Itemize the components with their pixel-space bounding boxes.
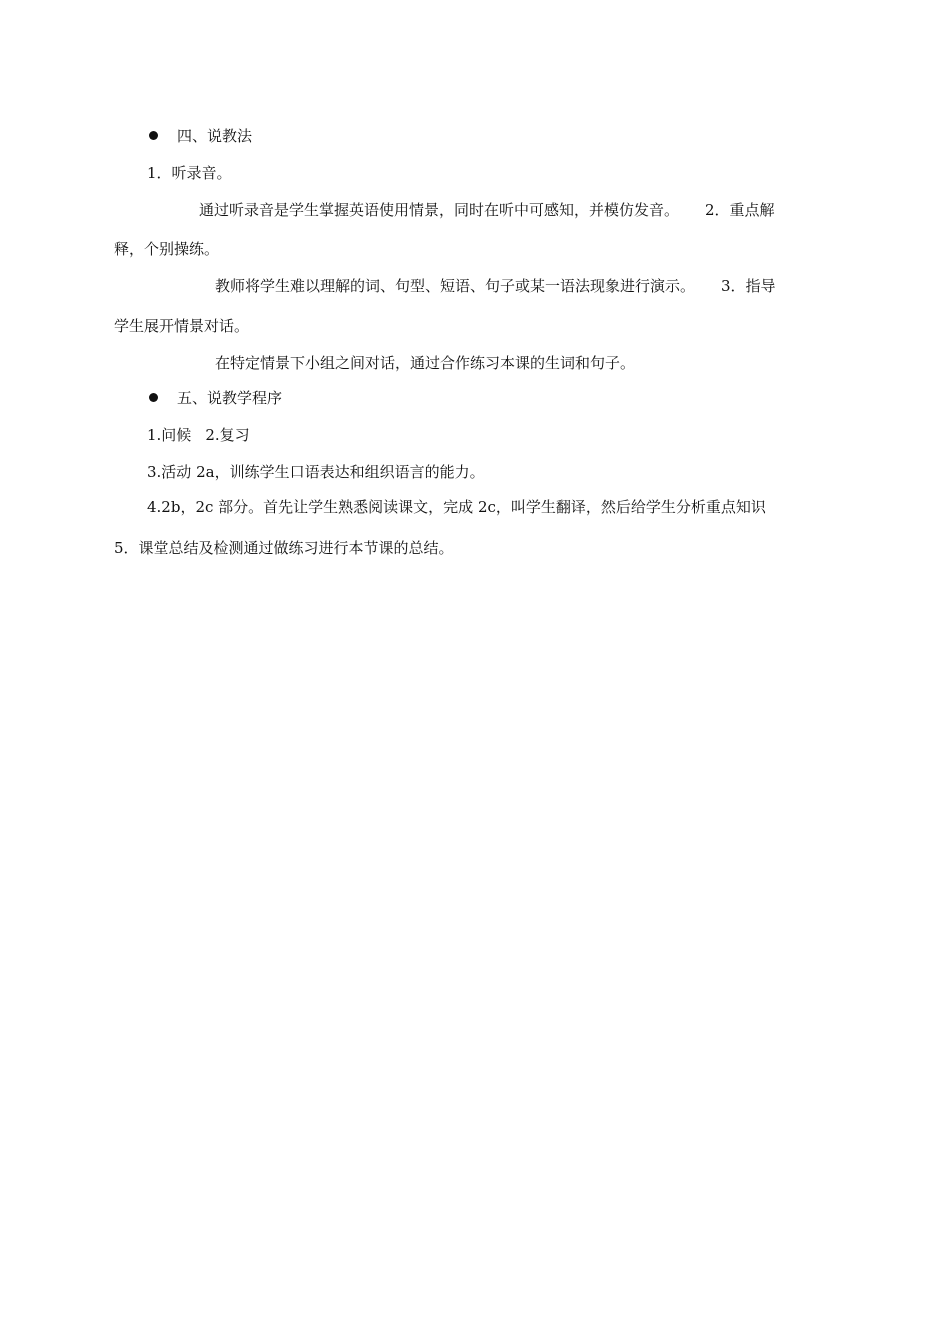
section-heading-teaching-methods: 四、说教法 bbox=[177, 127, 253, 145]
procedure-step-3: 3.活动 2a，训练学生口语表达和组织语言的能力。 bbox=[147, 463, 485, 481]
procedure-step-4: 4.2b，2c 部分。首先让学生熟悉阅读课文，完成 2c，叫学生翻译，然后给学生分析重点知识 bbox=[147, 498, 766, 516]
procedure-step-5: 5．课堂总结及检测通过做练习进行本节课的总结。 bbox=[114, 539, 454, 557]
procedure-step-1: 1.问候 bbox=[147, 426, 192, 444]
procedure-step-2: 2.复习 bbox=[205, 426, 250, 444]
method-2-body bbox=[215, 276, 776, 296]
method-2-title-start: 2．重点解 bbox=[705, 201, 775, 219]
method-1-body bbox=[199, 200, 775, 220]
method-1-text: 通过听录音是学生掌握英语使用情景，同时在听中可感知，并模仿发音。 bbox=[199, 201, 680, 219]
section-heading-teaching-procedure: 五、说教学程序 bbox=[177, 389, 283, 407]
method-3-title-end: 学生展开情景对话。 bbox=[114, 317, 250, 335]
method-3-title-start: 3．指导 bbox=[721, 277, 776, 295]
method-2-text: 教师将学生难以理解的词、句型、短语、句子或某一语法现象进行演示。 bbox=[215, 277, 696, 295]
method-3-body: 在特定情景下小组之间对话，通过合作练习本课的生词和句子。 bbox=[215, 354, 636, 372]
method-1-title: 1．听录音。 bbox=[147, 164, 232, 182]
method-2-title-end: 释，个别操练。 bbox=[114, 240, 220, 258]
bullet-icon bbox=[149, 131, 158, 140]
procedure-steps-1-2 bbox=[147, 425, 250, 445]
bullet-icon bbox=[149, 393, 158, 402]
